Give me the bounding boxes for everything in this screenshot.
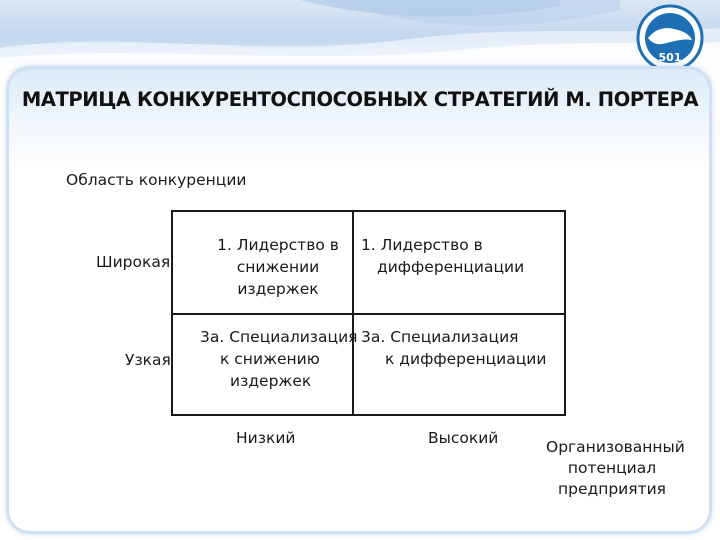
emblem-number: 501 bbox=[658, 51, 682, 64]
cell-line: дифференциации bbox=[377, 258, 525, 276]
cell-line: к дифференциации bbox=[385, 350, 547, 368]
cell-line: издержек bbox=[237, 280, 319, 298]
x-axis-title-line: предприятия bbox=[557, 480, 667, 498]
cell-line: 1. Лидерство в bbox=[361, 236, 483, 254]
cell-broad-high bbox=[361, 234, 524, 278]
row-label-narrow: Узкая bbox=[125, 351, 171, 369]
slide-title: МАТРИЦА КОНКУРЕНТОСПОСОБНЫХ СТРАТЕГИЙ М. ПОРТЕРА bbox=[21, 88, 699, 111]
x-axis-title-line: потенциал bbox=[567, 459, 657, 477]
x-axis-title bbox=[546, 437, 685, 500]
cell-line: к снижению bbox=[220, 350, 320, 368]
header-wave-band bbox=[0, 0, 720, 70]
university-emblem bbox=[626, 4, 714, 72]
y-axis-title: Область конкуренции bbox=[66, 171, 247, 189]
row-label-broad: Широкая bbox=[96, 253, 171, 271]
cell-narrow-low bbox=[200, 326, 358, 392]
cell-line: 3а. Специализация bbox=[200, 328, 358, 346]
x-axis-title-line: Организованный bbox=[546, 438, 685, 456]
matrix-horizontal-divider bbox=[171, 313, 566, 315]
column-label-high: Высокий bbox=[428, 429, 499, 447]
cell-line: 3а. Специализация bbox=[361, 328, 519, 346]
cell-line: снижении bbox=[236, 258, 320, 276]
emblem-icon bbox=[626, 4, 714, 72]
column-label-low: Низкий bbox=[236, 429, 296, 447]
cell-narrow-high bbox=[361, 326, 546, 370]
wave-decoration bbox=[0, 0, 720, 70]
cell-line: 1. Лидерство в bbox=[217, 236, 339, 254]
cell-line: издержек bbox=[230, 372, 312, 390]
